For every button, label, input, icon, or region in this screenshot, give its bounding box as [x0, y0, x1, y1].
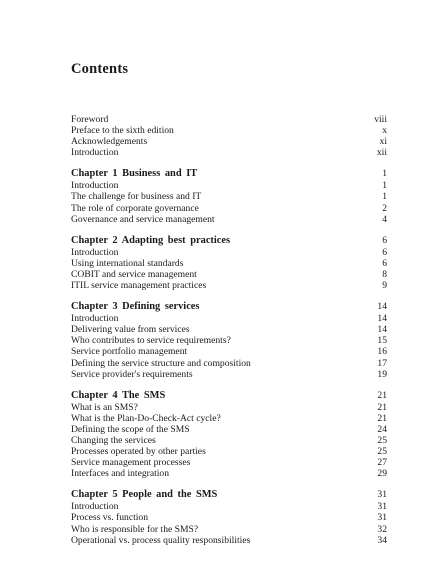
entry-page: 14 [377, 313, 387, 325]
entry-page: 32 [377, 523, 387, 535]
entry-page: 21 [377, 412, 387, 424]
entry-page: 34 [377, 534, 387, 546]
toc-entry [71, 280, 387, 291]
chapter-title: Chapter 3 Defining services [71, 301, 200, 313]
chapter-heading [71, 167, 387, 180]
toc-entry [71, 191, 387, 202]
entry-page: viii [374, 114, 387, 125]
entry-page: 17 [377, 357, 387, 369]
entry-page: x [382, 125, 387, 137]
entry-label: Who contributes to service requirements? [71, 335, 231, 347]
toc-entry [71, 512, 387, 523]
toc-entry [71, 346, 387, 357]
toc-entry [71, 435, 387, 446]
toc-entry [71, 180, 387, 191]
entry-page: xi [379, 136, 387, 148]
entry-page: 8 [382, 268, 387, 280]
toc-entry [71, 247, 387, 258]
toc-entry [71, 136, 387, 147]
toc-entry [71, 258, 387, 269]
entry-label: Operational vs. process quality responsibilities [71, 534, 251, 546]
chapter-title: Chapter 1 Business and IT [71, 168, 198, 180]
entry-label: Defining the scope of the SMS [71, 423, 190, 435]
toc-entry [71, 535, 387, 546]
toc-entry [71, 313, 387, 324]
chapter-heading [71, 488, 387, 501]
entry-label: Service management processes [71, 457, 191, 469]
entry-label: Process vs. function [71, 512, 149, 524]
toc-entry [71, 214, 387, 225]
entry-label: Acknowledgements [71, 136, 148, 148]
chapter-heading [71, 389, 387, 402]
page-title: Contents [71, 61, 129, 77]
entry-label: Service portfolio management [71, 346, 188, 358]
chapter-5 [71, 488, 387, 545]
entry-page: 25 [377, 446, 387, 458]
entry-page: 21 [377, 401, 387, 413]
toc-entry [71, 424, 387, 435]
entry-page: 4 [382, 213, 387, 225]
entry-page: 6 [382, 257, 387, 269]
chapter-page: 14 [377, 301, 387, 313]
front-matter [71, 114, 387, 158]
entry-label: Introduction [71, 147, 119, 159]
entry-page: 29 [377, 468, 387, 480]
entry-label: Introduction [71, 313, 119, 325]
entry-label: The challenge for business and IT [71, 191, 202, 203]
toc-entry [71, 358, 387, 369]
entry-page: 15 [377, 335, 387, 347]
toc-entry [71, 413, 387, 424]
entry-page: 1 [382, 180, 387, 192]
toc-entry [71, 369, 387, 380]
entry-label: Introduction [71, 180, 119, 192]
entry-page: 27 [377, 457, 387, 469]
entry-label: Preface to the sixth edition [71, 125, 174, 137]
entry-label: Governance and service management [71, 213, 215, 225]
entry-page: 6 [382, 246, 387, 258]
toc-entry [71, 402, 387, 413]
toc-entry [71, 335, 387, 346]
entry-page: 31 [377, 512, 387, 524]
entry-label: Delivering value from services [71, 324, 190, 336]
entry-page: 16 [377, 346, 387, 358]
chapter-title: Chapter 4 The SMS [71, 389, 166, 401]
chapter-2 [71, 234, 387, 291]
entry-label: What is the Plan-Do-Check-Act cycle? [71, 412, 221, 424]
chapter-4 [71, 389, 387, 480]
entry-label: What is an SMS? [71, 401, 138, 413]
toc-entry [71, 468, 387, 479]
chapter-page: 6 [382, 234, 387, 246]
entry-page: 24 [377, 423, 387, 435]
chapter-title: Chapter 5 People and the SMS [71, 489, 218, 501]
chapter-1 [71, 167, 387, 224]
entry-label: Who is responsible for the SMS? [71, 523, 199, 535]
toc-entry [71, 114, 387, 125]
toc-entry [71, 501, 387, 512]
toc-entry [71, 446, 387, 457]
chapter-page: 31 [377, 489, 387, 501]
entry-label: COBIT and service management [71, 268, 197, 280]
chapter-title: Chapter 2 Adapting best practices [71, 234, 231, 246]
entry-label: Service provider's requirements [71, 368, 193, 380]
entry-page: 9 [382, 280, 387, 292]
entry-label: Defining the service structure and composition [71, 357, 251, 369]
entry-label: Changing the services [71, 434, 156, 446]
entry-label: Using international standards [71, 257, 184, 269]
entry-label: Introduction [71, 246, 119, 258]
toc-entry [71, 324, 387, 335]
chapter-page: 1 [382, 168, 387, 180]
entry-label: Interfaces and integration [71, 468, 170, 480]
toc-entry [71, 147, 387, 158]
entry-page: 31 [377, 501, 387, 513]
toc-entry [71, 203, 387, 214]
entry-page: xii [376, 147, 387, 159]
toc-entry [71, 524, 387, 535]
chapter-heading [71, 234, 387, 247]
entry-page: 14 [377, 324, 387, 336]
entry-page: 25 [377, 434, 387, 446]
entry-label: Foreword [71, 114, 109, 125]
entry-label: The role of corporate governance [71, 202, 199, 214]
toc-entry [71, 457, 387, 468]
chapter-3 [71, 300, 387, 380]
toc-entry [71, 125, 387, 136]
entry-label: Introduction [71, 501, 119, 513]
entry-label: ITIL service management practices [71, 280, 207, 292]
chapter-page: 21 [377, 389, 387, 401]
entry-page: 1 [382, 191, 387, 203]
table-of-contents [71, 114, 387, 546]
toc-entry [71, 269, 387, 280]
entry-page: 2 [382, 202, 387, 214]
entry-page: 19 [377, 368, 387, 380]
entry-label: Processes operated by other parties [71, 446, 206, 458]
chapter-heading [71, 300, 387, 313]
